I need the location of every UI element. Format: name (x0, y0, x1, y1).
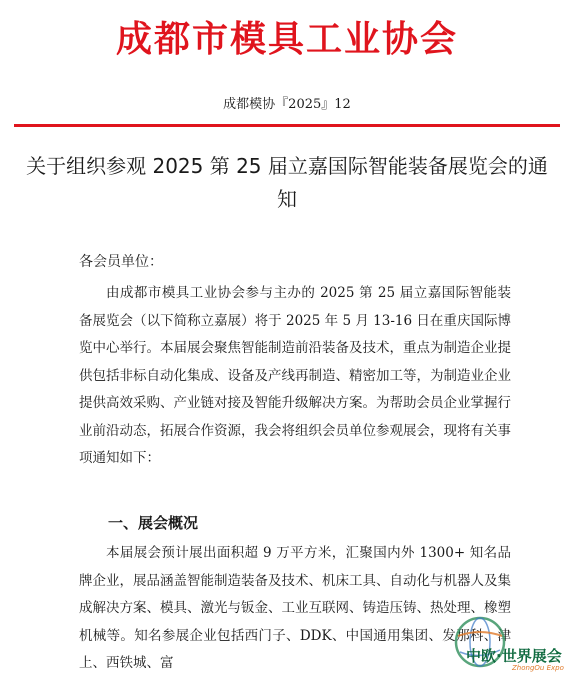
organization-title: 成都市模具工业协会 (115, 19, 458, 60)
overview-paragraph: 本届展会预计展出面积超 9 万平方米，汇聚国内外 1300+ 知名品牌企业，展品涵盖智能制造装备及技术、机床工具、自动化与机器人及集成解决方案、模具、激光与钣金、工业互联网、铸造压铸、热处理、橡塑机械等。知名参展企业包括西门子、DDK、中国通用集团、发那科、津上、西铁城、富 (79, 545, 511, 671)
notice-title: 关于组织参观 2025 第 25 届立嘉国际智能装备展览会的通知 (26, 154, 548, 211)
document-number: 成都模协『2025』12 (223, 97, 351, 112)
intro-paragraph: 由成都市模具工业协会参与主办的 2025 第 25 届立嘉国际智能装备展览会（以下简称立嘉展）将于 2025 年 5 月 13-16 日在重庆国际博览中心举行。本届展会聚焦智能制造前沿装备及技术，重点为制造企业提供包括非标自动化集成、设备及产线再制造、精密加工等，为制造业企业提供高效采购、产业链对接及智能升级解决方案。为帮助会员企业掌握行业前沿动态，拓展合作资源，我会将组织会员单位参观展会，现将有关事项通知如下： (79, 285, 511, 466)
salutation: 各会员单位： (79, 254, 163, 270)
section-heading-overview: 一、展会概况 (108, 514, 199, 532)
header-divider (14, 124, 560, 127)
watermark-subtitle: ZhongOu Expo (512, 664, 564, 672)
watermark-label: 中欧·世界展会 (466, 647, 562, 665)
